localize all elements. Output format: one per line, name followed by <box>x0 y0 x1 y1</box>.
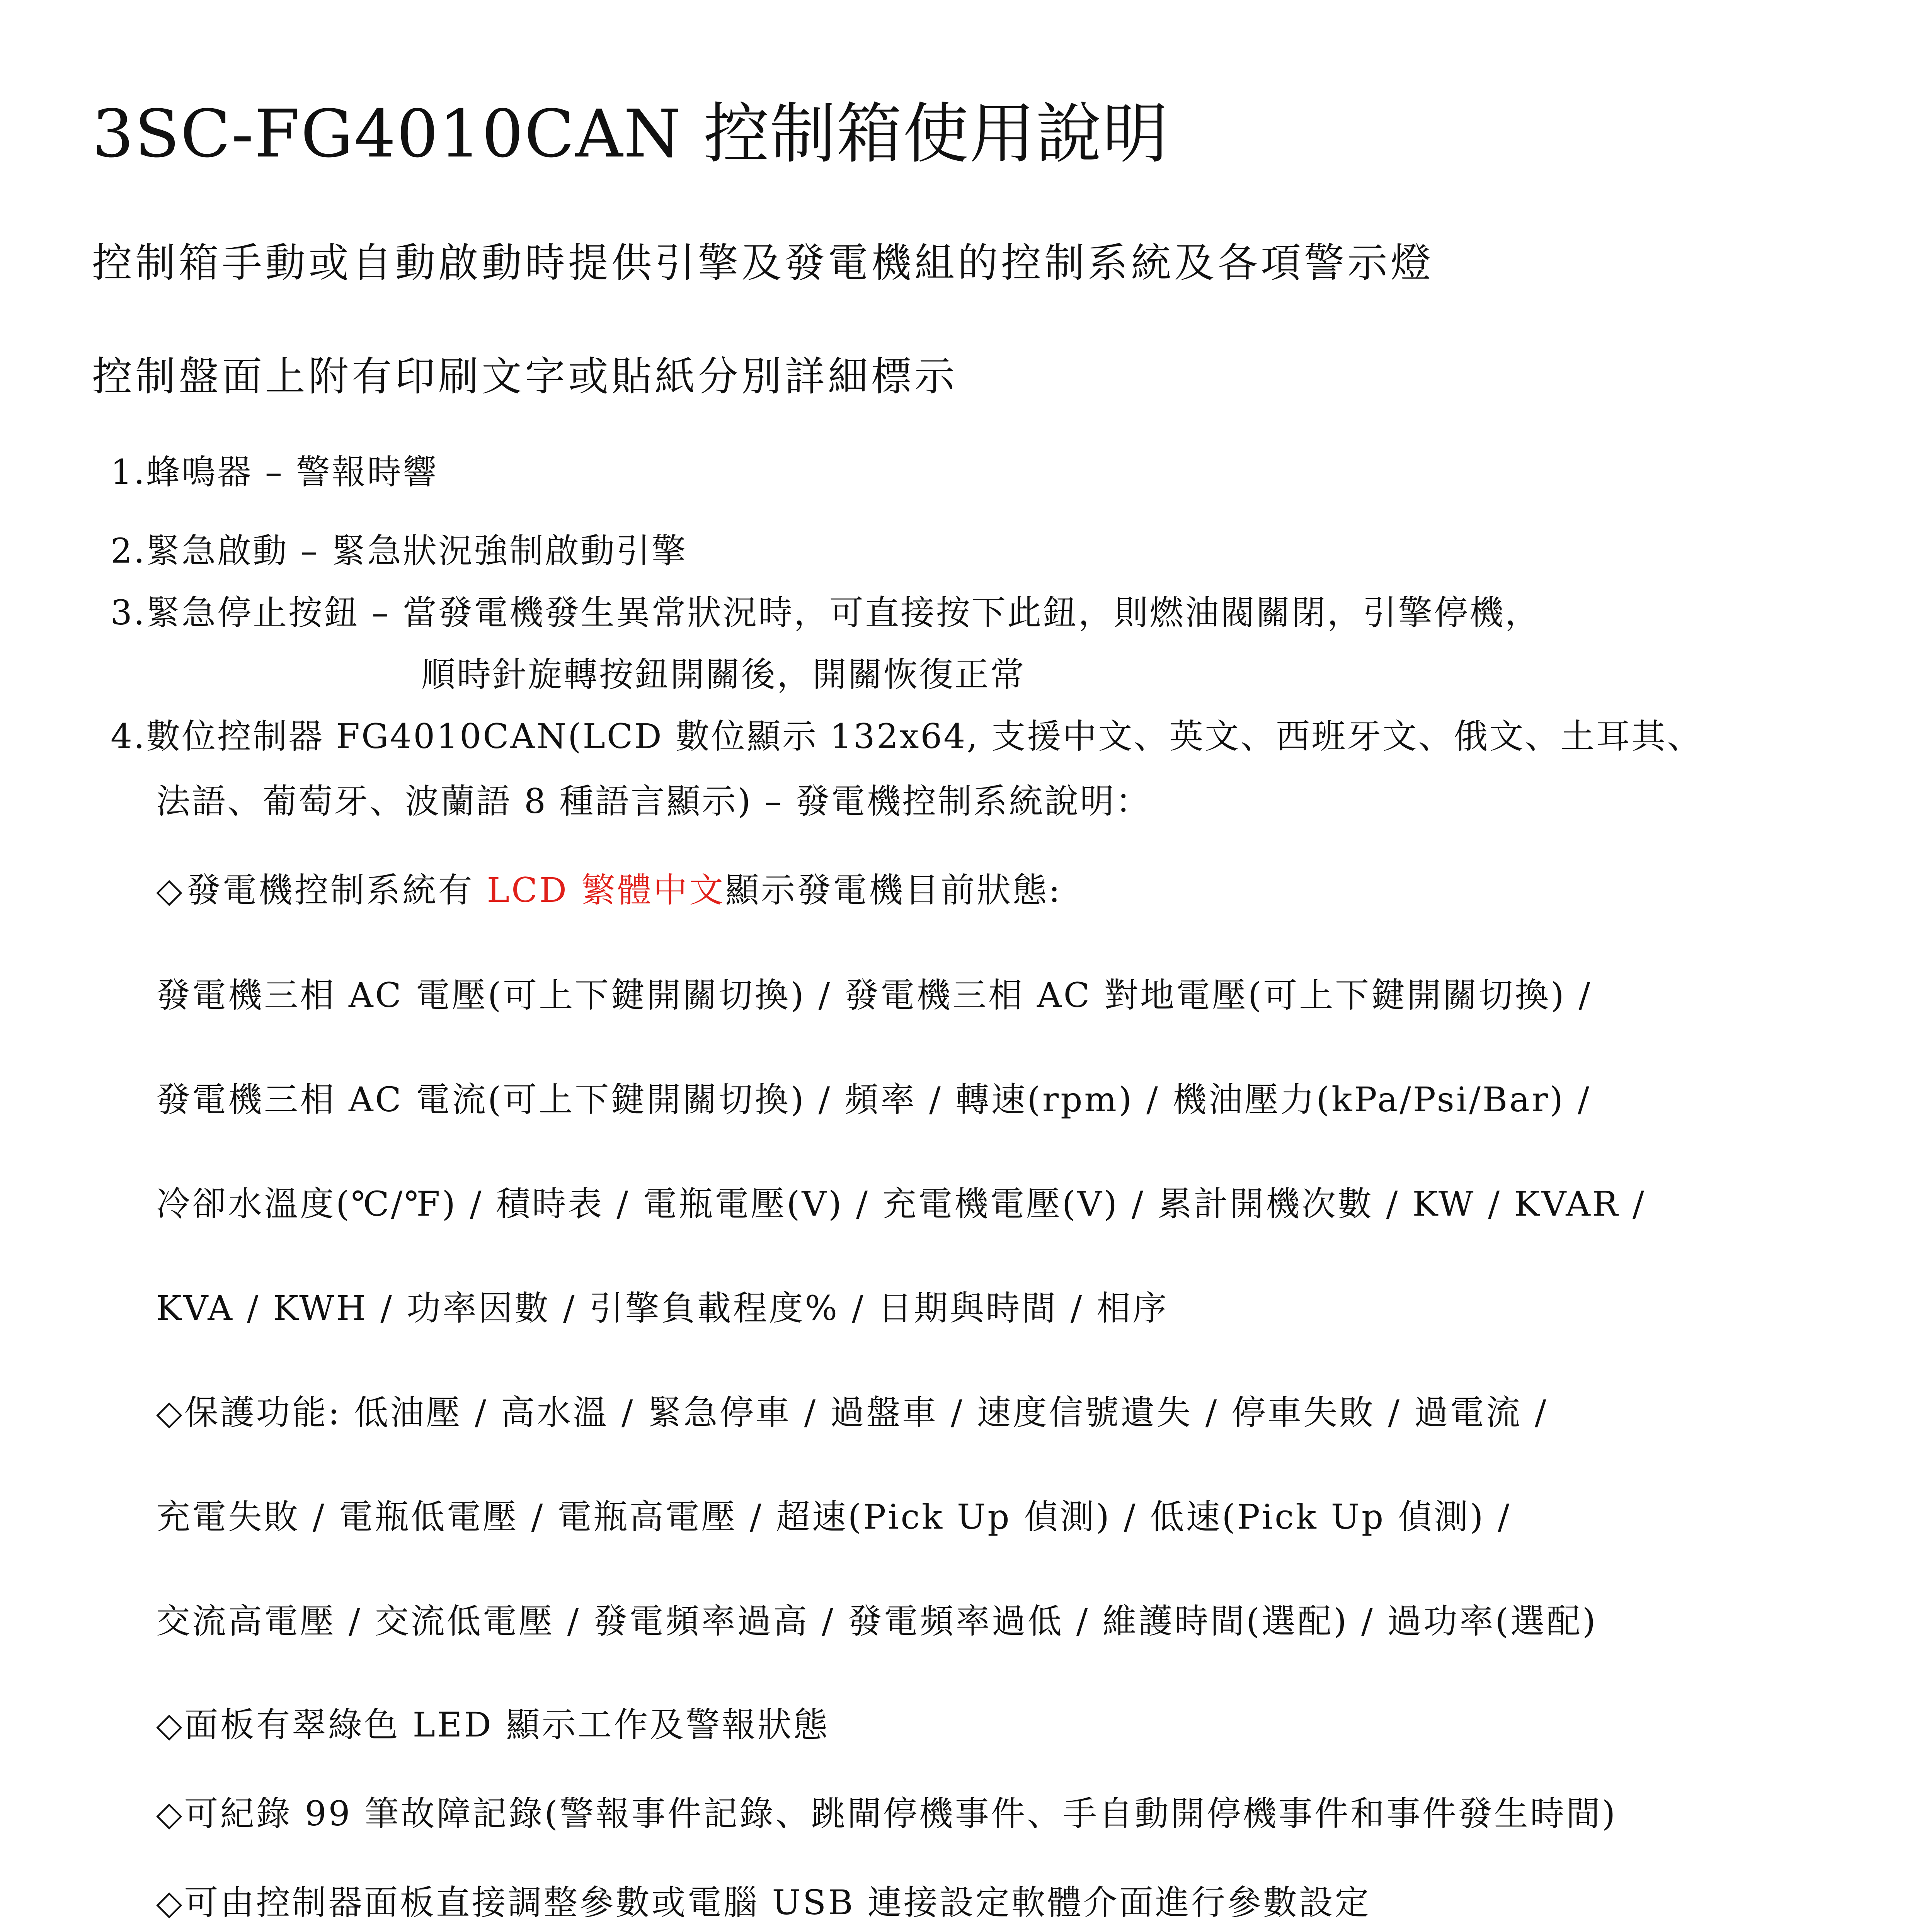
display-line-4: KVA / KWH / 功率因數 / 引擎負載程度% / 日期與時間 / 相序 <box>156 1288 1169 1328</box>
list-item-controller: 4.數位控制器 FG4010CAN(LCD 數位顯示 132x64, 支援中文、英文、西班牙文、俄文、土耳其、 <box>111 716 1703 756</box>
protection-heading: ◇保護功能: 低油壓 / 高水溫 / 緊急停車 / 過盤車 / 速度信號遺失 / 停車失敗 / 過電流 / <box>156 1393 1548 1432</box>
list-item-emergency-stop-continued: 順時針旋轉按鈕開關後，開關恢復正常 <box>421 655 1026 694</box>
intro-line-1: 控制箱手動或自動啟動時提供引擎及發電機組的控制系統及各項警示燈 <box>92 239 1434 286</box>
display-line-1: 發電機三相 AC 電壓(可上下鍵開關切換) / 發電機三相 AC 對地電壓(可上下鍵開關切換) / <box>156 975 1592 1015</box>
protection-line-3: 交流高電壓 / 交流低電壓 / 發電頻率過高 / 發電頻率過低 / 維護時間(選配) / 過功率(選配) <box>156 1601 1598 1641</box>
diamond-bullet-icon: ◇ <box>156 870 184 910</box>
document-title: 3SC-FG4010CAN 控制箱使用說明 <box>92 96 1169 172</box>
list-item-controller-continued: 法語、葡萄牙、波蘭語 8 種語言顯示) – 發電機控制系統說明： <box>156 781 1151 821</box>
display-line-2: 發電機三相 AC 電流(可上下鍵開關切換) / 頻率 / 轉速(rpm) / 機油壓力(kPa/Psi/Bar) / <box>156 1080 1591 1119</box>
intro-line-2: 控制盤面上附有印刷文字或貼紙分別詳細標示 <box>92 353 958 400</box>
protection-line-2: 充電失敗 / 電瓶低電壓 / 電瓶高電壓 / 超速(Pick Up 偵測) / 低速(Pick Up 偵測) / <box>156 1497 1512 1537</box>
display-heading-highlight: LCD 繁體中文 <box>487 870 725 910</box>
display-heading-tail: 顯示發電機目前狀態: <box>725 870 1062 910</box>
feature-fault-log: ◇可紀錄 99 筆故障記錄(警報事件記錄、跳閘停機事件、手自動開停機事件和事件發生時間) <box>156 1794 1617 1833</box>
list-item-emergency-stop: 3.緊急停止按鈕 – 當發電機發生異常狀況時，可直接按下此鈕，則燃油閥關閉，引擎停機， <box>111 593 1541 633</box>
display-heading-lead: 發電機控制系統有 <box>186 870 487 910</box>
feature-led-panel: ◇面板有翠綠色 LED 顯示工作及警報狀態 <box>156 1705 829 1745</box>
list-item-emergency-start: 2.緊急啟動 – 緊急狀況強制啟動引擎 <box>111 531 687 571</box>
display-line-3: 冷卻水溫度(℃/℉) / 積時表 / 電瓶電壓(V) / 充電機電壓(V) / 累計開機次數 / KW / KVAR / <box>156 1184 1646 1224</box>
feature-parameter-setting: ◇可由控制器面板直接調整參數或電腦 USB 連接設定軟體介面進行參數設定 <box>156 1883 1371 1922</box>
display-heading <box>156 870 1062 910</box>
list-item-buzzer: 1.蜂鳴器 – 警報時響 <box>111 452 438 492</box>
